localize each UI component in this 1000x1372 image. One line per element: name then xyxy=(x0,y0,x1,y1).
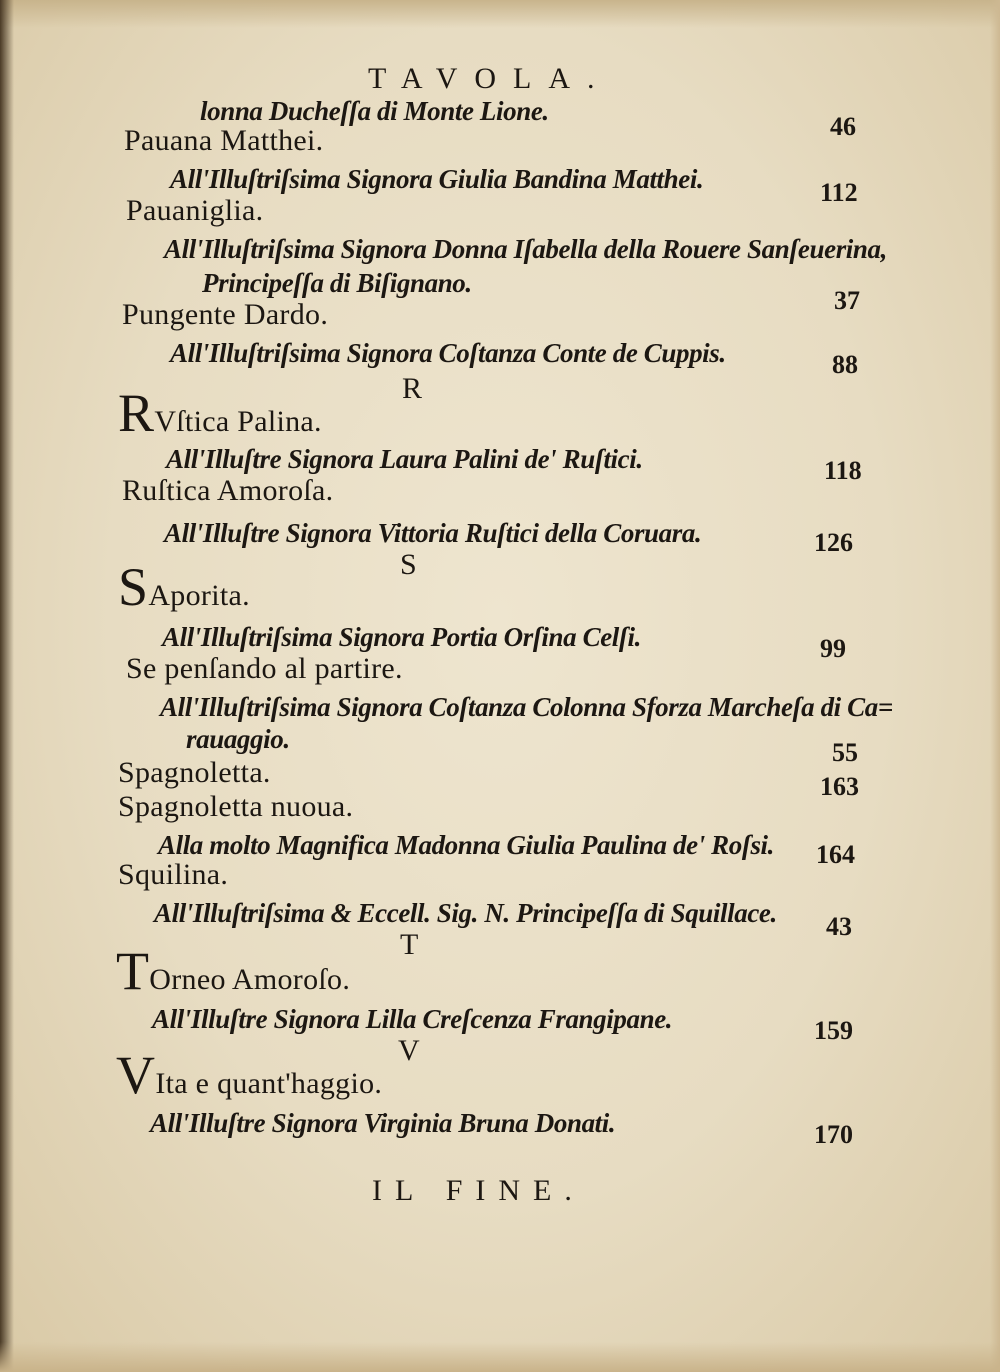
page-number: 164 xyxy=(816,840,855,869)
page-number: 55 xyxy=(832,738,858,767)
index-entry-title: Spagnoletta nuoua. xyxy=(118,790,354,823)
section-letter: T xyxy=(400,928,419,961)
index-entry-dedication: All'Illuſtre Signora Vittoria Ruſtici della Coruara. xyxy=(164,518,702,548)
page-number: 46 xyxy=(830,112,856,141)
index-entry-title xyxy=(118,557,250,617)
index-entry-title: Pauaniglia. xyxy=(126,194,264,227)
page-edge-top xyxy=(0,0,1000,28)
page-header: TAVOLA. xyxy=(368,62,612,95)
index-entry-title: Squilina. xyxy=(118,858,229,891)
page-number: 159 xyxy=(814,1016,853,1045)
index-entry-text: Aporita. xyxy=(148,579,250,612)
page-edge-right xyxy=(990,0,1000,1372)
index-entry-dedication: All'Illuſtre Signora Laura Palini de' Ruſtici. xyxy=(166,444,643,474)
index-entry-title xyxy=(116,941,351,1001)
section-letter: V xyxy=(398,1034,420,1067)
index-entry-title: Pungente Dardo. xyxy=(122,298,329,331)
drop-cap: R xyxy=(118,383,155,443)
index-entry-dedication: lonna Ducheſſa di Monte Lione. xyxy=(200,96,549,126)
index-entry-dedication: All'Illuſtriſsima Signora Donna Iſabella della Rouere Sanſeuerina, xyxy=(164,234,887,264)
index-entry-dedication: All'Illuſtriſsima Signora Portia Orſina Celſi. xyxy=(162,622,641,652)
page-number: 88 xyxy=(832,350,858,379)
page-number: 126 xyxy=(814,528,853,557)
drop-cap: V xyxy=(116,1045,156,1105)
index-entry-text: Orneo Amoroſo. xyxy=(149,963,351,996)
index-entry-title: Pauana Matthei. xyxy=(124,124,324,157)
index-entry-title xyxy=(116,1045,383,1105)
index-entry-title xyxy=(118,383,322,443)
index-entry-dedication: All'Illuſtre Signora Lilla Creſcenza Frangipane. xyxy=(152,1004,673,1034)
index-entry-dedication: All'Illuſtriſsima Signora Coſtanza Colonna Sforza Marcheſa di Ca= xyxy=(160,692,893,722)
index-entry-text: Ita e quant'haggio. xyxy=(155,1067,383,1100)
page-footer: IL FINE. xyxy=(372,1174,585,1207)
page-number: 99 xyxy=(820,634,846,663)
page-number: 118 xyxy=(824,456,862,485)
index-entry-title: Spagnoletta. xyxy=(118,756,271,789)
page-number: 112 xyxy=(820,178,858,207)
index-entry-title: Ruſtica Amoroſa. xyxy=(122,474,334,507)
drop-cap: T xyxy=(116,941,150,1001)
index-entry-dedication: All'Illuſtriſsima Signora Coſtanza Conte de Cuppis. xyxy=(170,338,726,368)
drop-cap: S xyxy=(118,557,149,617)
index-entry-dedication: rauaggio. xyxy=(186,724,290,754)
page-number: 37 xyxy=(834,286,860,315)
page-edge-bottom xyxy=(0,1342,1000,1372)
index-entry-text: Vſtica Palina. xyxy=(154,405,322,438)
index-entry-dedication: All'Illuſtre Signora Virginia Bruna Donati. xyxy=(150,1108,616,1138)
index-entry-dedication: All'Illuſtriſsima Signora Giulia Bandina Matthei. xyxy=(170,164,704,194)
page-number: 163 xyxy=(820,772,859,801)
section-letter: R xyxy=(402,372,423,405)
page-number: 170 xyxy=(814,1120,853,1149)
index-entry-dedication: All'Illuſtriſsima & Eccell. Sig. N. Principeſſa di Squillace. xyxy=(154,898,777,928)
page-number: 43 xyxy=(826,912,852,941)
index-entry-dedication: Alla molto Magnifica Madonna Giulia Paulina de' Roſsi. xyxy=(158,830,774,860)
page-edge-left xyxy=(0,0,14,1372)
index-entry-title: Se penſando al partire. xyxy=(126,652,403,685)
section-letter: S xyxy=(400,548,417,581)
index-entry-dedication: Principeſſa di Biſignano. xyxy=(202,268,472,298)
